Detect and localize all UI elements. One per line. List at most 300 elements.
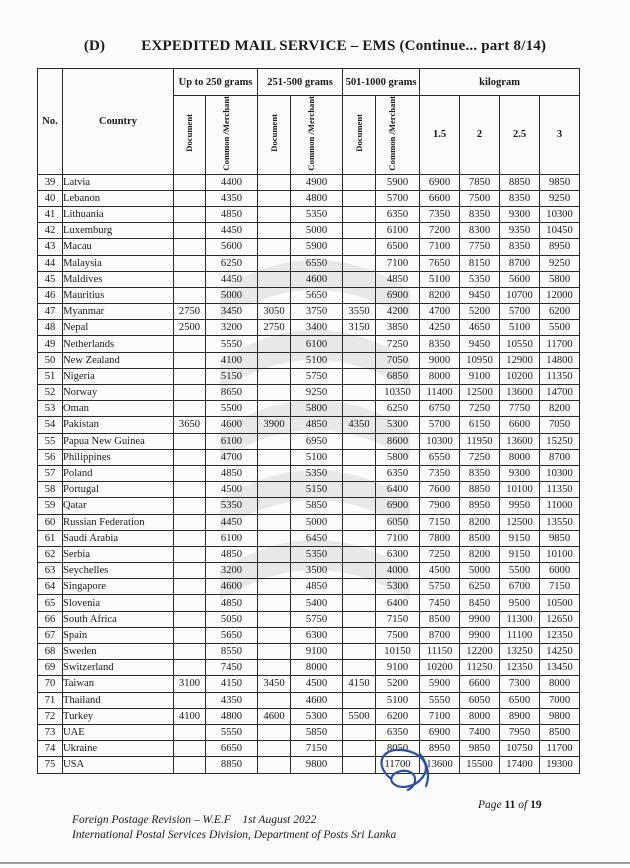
row-number: 56	[38, 449, 63, 465]
table-row	[38, 482, 580, 498]
document-250	[174, 741, 206, 757]
country-name: South Africa	[63, 611, 174, 627]
rate-2kg: 8500	[460, 530, 500, 546]
rate-1-5kg: 7100	[420, 708, 460, 724]
rate-3kg: 15250	[540, 433, 580, 449]
merchant-1000: 6300	[376, 546, 420, 562]
rate-2kg: 9450	[460, 287, 500, 303]
merchant-250: 3200	[206, 563, 258, 579]
rate-1-5kg: 7450	[420, 595, 460, 611]
document-500	[258, 530, 291, 546]
rate-1-5kg: 7350	[420, 206, 460, 222]
section-title: EXPEDITED MAIL SERVICE – EMS (Continue... part 8/14)	[141, 38, 547, 54]
table-row	[38, 724, 580, 740]
document-1000	[343, 741, 376, 757]
document-500	[258, 546, 291, 562]
rate-2kg: 6250	[460, 579, 500, 595]
country-name: Seychelles	[63, 563, 174, 579]
rate-1-5kg: 4700	[420, 304, 460, 320]
row-number: 71	[38, 692, 63, 708]
table-row	[38, 627, 580, 643]
table-row	[38, 660, 580, 676]
header-document: Document	[343, 96, 376, 175]
document-1000	[343, 546, 376, 562]
country-name: Nigeria	[63, 368, 174, 384]
merchant-1000: 5800	[376, 449, 420, 465]
table-row	[38, 676, 580, 692]
footer-revision-line: Foreign Postage Revision – W.E.F 1st August 2022	[72, 814, 317, 826]
merchant-250: 5550	[206, 724, 258, 740]
document-500	[258, 287, 291, 303]
country-name: Malaysia	[63, 255, 174, 271]
row-number: 66	[38, 611, 63, 627]
row-number: 60	[38, 514, 63, 530]
document-500: 4600	[258, 708, 291, 724]
document-1000	[343, 287, 376, 303]
row-number: 72	[38, 708, 63, 724]
merchant-250: 5350	[206, 498, 258, 514]
document-1000	[343, 336, 376, 352]
rate-3kg: 8000	[540, 676, 580, 692]
country-name: Macau	[63, 239, 174, 255]
table-row	[38, 320, 580, 336]
table-row	[38, 368, 580, 384]
rate-1-5kg: 9000	[420, 352, 460, 368]
signature	[372, 744, 438, 794]
table-row	[38, 271, 580, 287]
document-500: 3900	[258, 417, 291, 433]
document-250	[174, 190, 206, 206]
rate-1-5kg: 11150	[420, 644, 460, 660]
merchant-1000: 6050	[376, 514, 420, 530]
merchant-250: 4150	[206, 676, 258, 692]
row-number: 61	[38, 530, 63, 546]
merchant-250: 6100	[206, 433, 258, 449]
rate-2kg: 8450	[460, 595, 500, 611]
document-250	[174, 579, 206, 595]
rate-2-5kg: 10200	[500, 368, 540, 384]
merchant-500: 3750	[291, 304, 343, 320]
document-500	[258, 336, 291, 352]
country-name: Myanmar	[63, 304, 174, 320]
document-250: 2500	[174, 320, 206, 336]
country-name: Qatar	[63, 498, 174, 514]
merchant-1000: 6350	[376, 465, 420, 481]
merchant-1000: 3850	[376, 320, 420, 336]
merchant-500: 3500	[291, 563, 343, 579]
document-1000: 3550	[343, 304, 376, 320]
document-1000	[343, 724, 376, 740]
table-row	[38, 433, 580, 449]
document-1000	[343, 627, 376, 643]
rate-1-5kg: 10200	[420, 660, 460, 676]
document-250: 3100	[174, 676, 206, 692]
table-row	[38, 563, 580, 579]
rate-3kg: 6200	[540, 304, 580, 320]
document-1000	[343, 595, 376, 611]
merchant-500: 5650	[291, 287, 343, 303]
merchant-500: 4500	[291, 676, 343, 692]
rate-3kg: 8200	[540, 401, 580, 417]
document-250	[174, 352, 206, 368]
rate-3kg: 11700	[540, 336, 580, 352]
country-name: Turkey	[63, 708, 174, 724]
document-500	[258, 206, 291, 222]
merchant-250: 5650	[206, 627, 258, 643]
merchant-500: 9100	[291, 644, 343, 660]
merchant-1000: 6250	[376, 401, 420, 417]
document-250	[174, 563, 206, 579]
merchant-1000: 7250	[376, 336, 420, 352]
rate-2kg: 6600	[460, 676, 500, 692]
table-row	[38, 336, 580, 352]
rate-2-5kg: 10700	[500, 287, 540, 303]
rate-2-5kg: 9950	[500, 498, 540, 514]
rate-1-5kg: 7250	[420, 546, 460, 562]
document-1000	[343, 660, 376, 676]
table-row	[38, 352, 580, 368]
rate-1-5kg: 8950	[420, 741, 460, 757]
row-number: 75	[38, 757, 63, 773]
rate-2kg: 8950	[460, 498, 500, 514]
bottom-rule	[0, 862, 630, 864]
rate-2kg: 8000	[460, 708, 500, 724]
document-500	[258, 660, 291, 676]
rate-3kg: 12650	[540, 611, 580, 627]
rate-2-5kg: 7950	[500, 724, 540, 740]
merchant-250: 4350	[206, 190, 258, 206]
rate-2-5kg: 9300	[500, 206, 540, 222]
rate-2kg: 6050	[460, 692, 500, 708]
table-row	[38, 304, 580, 320]
rate-2-5kg: 10550	[500, 336, 540, 352]
table-row	[38, 239, 580, 255]
merchant-1000: 6500	[376, 239, 420, 255]
rate-2-5kg: 11100	[500, 627, 540, 643]
row-number: 55	[38, 433, 63, 449]
merchant-250: 5050	[206, 611, 258, 627]
document-500	[258, 255, 291, 271]
rate-2-5kg: 7750	[500, 401, 540, 417]
table-row	[38, 757, 580, 773]
rate-2-5kg: 6500	[500, 692, 540, 708]
row-number: 44	[38, 255, 63, 271]
rate-1-5kg: 7200	[420, 223, 460, 239]
rate-3kg: 10300	[540, 465, 580, 481]
footer	[72, 813, 396, 843]
rate-1-5kg: 5750	[420, 579, 460, 595]
document-250	[174, 660, 206, 676]
rate-3kg: 9850	[540, 530, 580, 546]
country-name: New Zealand	[63, 352, 174, 368]
rate-1-5kg: 7650	[420, 255, 460, 271]
country-name: UAE	[63, 724, 174, 740]
rate-2-5kg: 13600	[500, 433, 540, 449]
rate-2-5kg: 5500	[500, 563, 540, 579]
rate-2kg: 8350	[460, 465, 500, 481]
row-number: 63	[38, 563, 63, 579]
document-250	[174, 255, 206, 271]
rate-2-5kg: 8000	[500, 449, 540, 465]
row-number: 68	[38, 644, 63, 660]
ems-rate-table	[37, 68, 580, 774]
document-500	[258, 239, 291, 255]
merchant-1000: 7150	[376, 611, 420, 627]
rate-3kg: 11700	[540, 741, 580, 757]
rate-3kg: 10100	[540, 546, 580, 562]
row-number: 40	[38, 190, 63, 206]
rate-2kg: 7400	[460, 724, 500, 740]
rate-2-5kg: 5600	[500, 271, 540, 287]
rate-3kg: 10300	[540, 206, 580, 222]
merchant-500: 6450	[291, 530, 343, 546]
document-1000	[343, 514, 376, 530]
row-number: 47	[38, 304, 63, 320]
document-500	[258, 223, 291, 239]
merchant-250: 4450	[206, 271, 258, 287]
merchant-250: 4400	[206, 174, 258, 190]
document-500	[258, 449, 291, 465]
row-number: 43	[38, 239, 63, 255]
table-row	[38, 417, 580, 433]
rate-2kg: 8300	[460, 223, 500, 239]
document-250	[174, 336, 206, 352]
merchant-500: 4850	[291, 579, 343, 595]
document-1000	[343, 190, 376, 206]
rate-1-5kg: 5100	[420, 271, 460, 287]
document-500	[258, 611, 291, 627]
merchant-500: 6100	[291, 336, 343, 352]
document-500	[258, 692, 291, 708]
country-name: Poland	[63, 465, 174, 481]
merchant-1000: 6100	[376, 223, 420, 239]
footer-division-line: International Postal Services Division, Department of Posts Sri Lanka	[72, 829, 397, 841]
country-name: Luxemburg	[63, 223, 174, 239]
country-name: USA	[63, 757, 174, 773]
header-common-merchant: Common /Merchant	[206, 96, 258, 175]
merchant-500: 5000	[291, 514, 343, 530]
rate-2-5kg: 8700	[500, 255, 540, 271]
merchant-1000: 11700	[376, 757, 420, 773]
country-name: Russian Federation	[63, 514, 174, 530]
table-row	[38, 206, 580, 222]
merchant-250: 4850	[206, 595, 258, 611]
merchant-250: 4700	[206, 449, 258, 465]
table-row	[38, 174, 580, 190]
row-number: 48	[38, 320, 63, 336]
merchant-500: 8000	[291, 660, 343, 676]
country-name: Netherlands	[63, 336, 174, 352]
document-500: 3450	[258, 676, 291, 692]
country-name: Philippines	[63, 449, 174, 465]
header-kg-2-5: 2.5	[500, 96, 540, 175]
rate-3kg: 10500	[540, 595, 580, 611]
merchant-250: 6650	[206, 741, 258, 757]
row-number: 42	[38, 223, 63, 239]
document-500	[258, 190, 291, 206]
document-500	[258, 563, 291, 579]
rate-2-5kg: 8850	[500, 174, 540, 190]
merchant-500: 4850	[291, 417, 343, 433]
document-1000	[343, 498, 376, 514]
rate-1-5kg: 5900	[420, 676, 460, 692]
document-250	[174, 514, 206, 530]
document-500	[258, 465, 291, 481]
row-number: 39	[38, 174, 63, 190]
document-1000	[343, 223, 376, 239]
document-1000	[343, 433, 376, 449]
document-250	[174, 644, 206, 660]
merchant-500: 6950	[291, 433, 343, 449]
rate-3kg: 19300	[540, 757, 580, 773]
rate-2-5kg: 13600	[500, 385, 540, 401]
rate-2-5kg: 6600	[500, 417, 540, 433]
country-name: Ukraine	[63, 741, 174, 757]
table-row	[38, 579, 580, 595]
rate-2-5kg: 10750	[500, 741, 540, 757]
rate-3kg: 14250	[540, 644, 580, 660]
merchant-500: 5300	[291, 708, 343, 724]
rate-2kg: 8150	[460, 255, 500, 271]
merchant-1000: 7100	[376, 255, 420, 271]
document-1000: 4150	[343, 676, 376, 692]
rate-2kg: 7250	[460, 401, 500, 417]
header-251-500: 251-500 grams	[258, 69, 343, 96]
rate-2kg: 4650	[460, 320, 500, 336]
row-number: 65	[38, 595, 63, 611]
rate-1-5kg: 8200	[420, 287, 460, 303]
document-1000	[343, 206, 376, 222]
row-number: 50	[38, 352, 63, 368]
merchant-250: 5000	[206, 287, 258, 303]
document-250	[174, 433, 206, 449]
rate-3kg: 8700	[540, 449, 580, 465]
document-250	[174, 239, 206, 255]
rate-3kg: 11350	[540, 368, 580, 384]
document-1000	[343, 352, 376, 368]
rate-2kg: 11950	[460, 433, 500, 449]
table-row	[38, 708, 580, 724]
rate-1-5kg: 8350	[420, 336, 460, 352]
rate-1-5kg: 4500	[420, 563, 460, 579]
section-label: (D)	[83, 38, 106, 54]
merchant-250: 4500	[206, 482, 258, 498]
country-name: Sweden	[63, 644, 174, 660]
header-document: Document	[258, 96, 291, 175]
document-500	[258, 644, 291, 660]
document-250: 4100	[174, 708, 206, 724]
header-kilogram: kilogram	[420, 69, 580, 96]
document-500	[258, 482, 291, 498]
document-1000	[343, 368, 376, 384]
merchant-1000: 7100	[376, 530, 420, 546]
rate-2-5kg: 9150	[500, 546, 540, 562]
rate-2-5kg: 8350	[500, 239, 540, 255]
document-500	[258, 271, 291, 287]
header-common-merchant: Common /Merchant	[376, 96, 420, 175]
row-number: 51	[38, 368, 63, 384]
merchant-500: 5350	[291, 206, 343, 222]
rate-2kg: 9450	[460, 336, 500, 352]
rate-1-5kg: 6600	[420, 190, 460, 206]
rate-1-5kg: 7100	[420, 239, 460, 255]
document-1000	[343, 271, 376, 287]
table-row	[38, 741, 580, 757]
rate-1-5kg: 6550	[420, 449, 460, 465]
merchant-1000: 4200	[376, 304, 420, 320]
merchant-250: 5600	[206, 239, 258, 255]
merchant-1000: 7050	[376, 352, 420, 368]
header-no: No.	[38, 69, 63, 175]
document-1000: 5500	[343, 708, 376, 724]
document-1000	[343, 239, 376, 255]
rate-1-5kg: 6900	[420, 724, 460, 740]
merchant-250: 4850	[206, 206, 258, 222]
merchant-250: 4600	[206, 579, 258, 595]
rate-2kg: 9900	[460, 611, 500, 627]
document-500	[258, 757, 291, 773]
document-250: 3650	[174, 417, 206, 433]
merchant-1000: 8600	[376, 433, 420, 449]
merchant-250: 8850	[206, 757, 258, 773]
document-250	[174, 482, 206, 498]
country-name: Lebanon	[63, 190, 174, 206]
rate-3kg: 10450	[540, 223, 580, 239]
rate-1-5kg: 10300	[420, 433, 460, 449]
document-250	[174, 174, 206, 190]
rate-2-5kg: 12900	[500, 352, 540, 368]
document-500	[258, 741, 291, 757]
document-500	[258, 514, 291, 530]
header-common-merchant: Common /Merchant	[291, 96, 343, 175]
document-250	[174, 401, 206, 417]
document-500	[258, 579, 291, 595]
merchant-500: 5000	[291, 223, 343, 239]
rate-1-5kg: 6750	[420, 401, 460, 417]
rate-2kg: 5350	[460, 271, 500, 287]
rate-2kg: 7750	[460, 239, 500, 255]
country-name: Pakistan	[63, 417, 174, 433]
table-row	[38, 287, 580, 303]
country-name: Nepal	[63, 320, 174, 336]
table-row	[38, 644, 580, 660]
row-number: 67	[38, 627, 63, 643]
merchant-250: 3450	[206, 304, 258, 320]
merchant-250: 4100	[206, 352, 258, 368]
rate-2kg: 7500	[460, 190, 500, 206]
rate-3kg: 8950	[540, 239, 580, 255]
rate-2-5kg: 5700	[500, 304, 540, 320]
merchant-1000: 10150	[376, 644, 420, 660]
row-number: 70	[38, 676, 63, 692]
merchant-500: 4600	[291, 692, 343, 708]
merchant-500: 5850	[291, 498, 343, 514]
rate-2-5kg: 10100	[500, 482, 540, 498]
document-250: 2750	[174, 304, 206, 320]
merchant-500: 4900	[291, 174, 343, 190]
rate-2kg: 12200	[460, 644, 500, 660]
rate-3kg: 7150	[540, 579, 580, 595]
document-500	[258, 595, 291, 611]
rate-1-5kg: 7350	[420, 465, 460, 481]
rate-3kg: 6000	[540, 563, 580, 579]
rate-2-5kg: 13250	[500, 644, 540, 660]
table-row	[38, 465, 580, 481]
document-250	[174, 287, 206, 303]
country-name: Thailand	[63, 692, 174, 708]
merchant-1000: 5700	[376, 190, 420, 206]
document-1000	[343, 757, 376, 773]
